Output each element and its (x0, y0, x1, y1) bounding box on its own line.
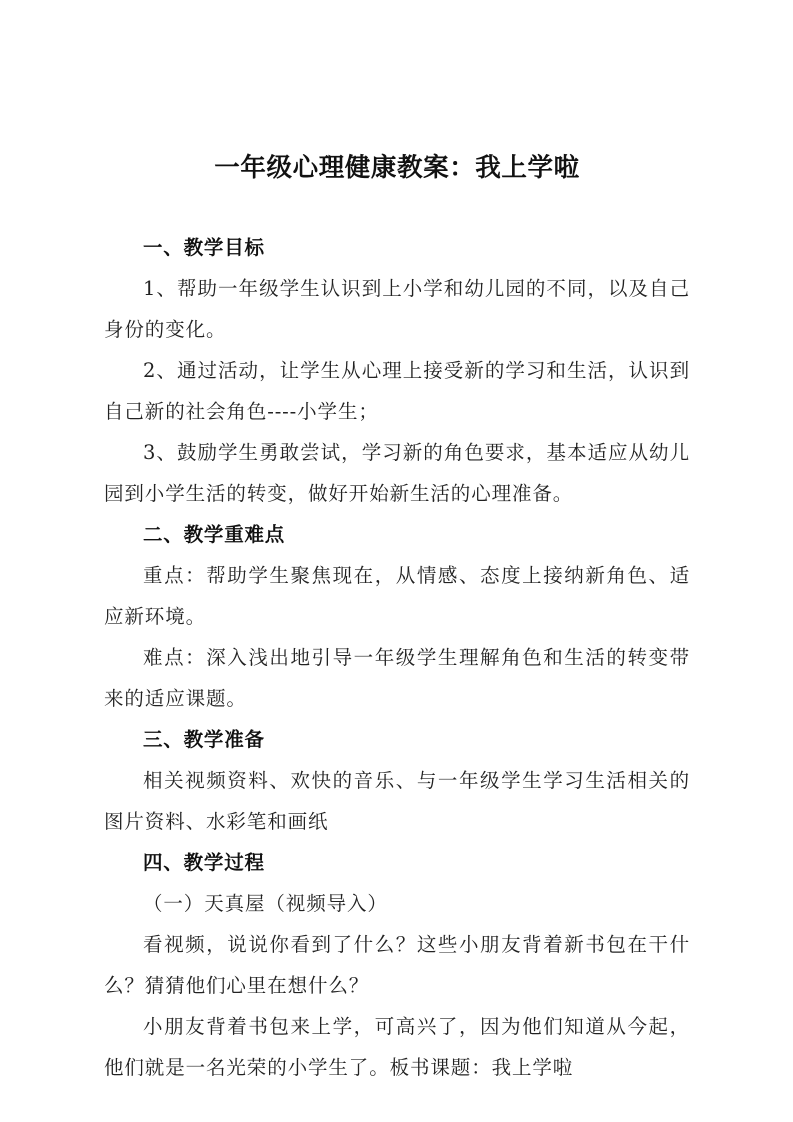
section-heading: 四、教学过程 (143, 851, 265, 874)
body-paragraph: 看视频，说说你看到了什么？这些小朋友背着新书包在干什么？猜猜他们心里在想什么？ (104, 933, 690, 997)
section-heading: 二、教学重难点 (143, 523, 286, 546)
body-paragraph: 1、帮助一年级学生认识到上小学和幼儿园的不同，以及自己身份的变化。 (104, 277, 690, 341)
document-content (104, 227, 690, 1088)
body-paragraph: 小朋友背着书包来上学，可高兴了，因为他们知道从今起，他们就是一名光荣的小学生了。板书课题：我上学啦 (104, 1015, 690, 1079)
document-body (104, 148, 690, 1088)
body-paragraph: 难点：深入浅出地引导一年级学生理解角色和生活的转变带来的适应课题。 (104, 646, 690, 710)
body-paragraph: 相关视频资料、欢快的音乐、与一年级学生学习生活相关的图片资料、水彩笔和画纸 (104, 769, 690, 833)
body-paragraph: 2、通过活动，让学生从心理上接受新的学习和生活，认识到自己新的社会角色----小学生； (104, 359, 690, 423)
body-paragraph: 重点：帮助学生聚焦现在，从情感、态度上接纳新角色、适应新环境。 (104, 564, 690, 628)
body-paragraph: 3、鼓励学生勇敢尝试，学习新的角色要求，基本适应从幼儿园到小学生活的转变，做好开始新生活的心理准备。 (104, 441, 690, 505)
subsection-heading: （一）天真屋（视频导入） (143, 892, 388, 915)
section-heading: 三、教学准备 (143, 728, 265, 751)
section-heading: 一、教学目标 (143, 236, 265, 259)
page-title: 一年级心理健康教案：我上学啦 (214, 153, 580, 183)
